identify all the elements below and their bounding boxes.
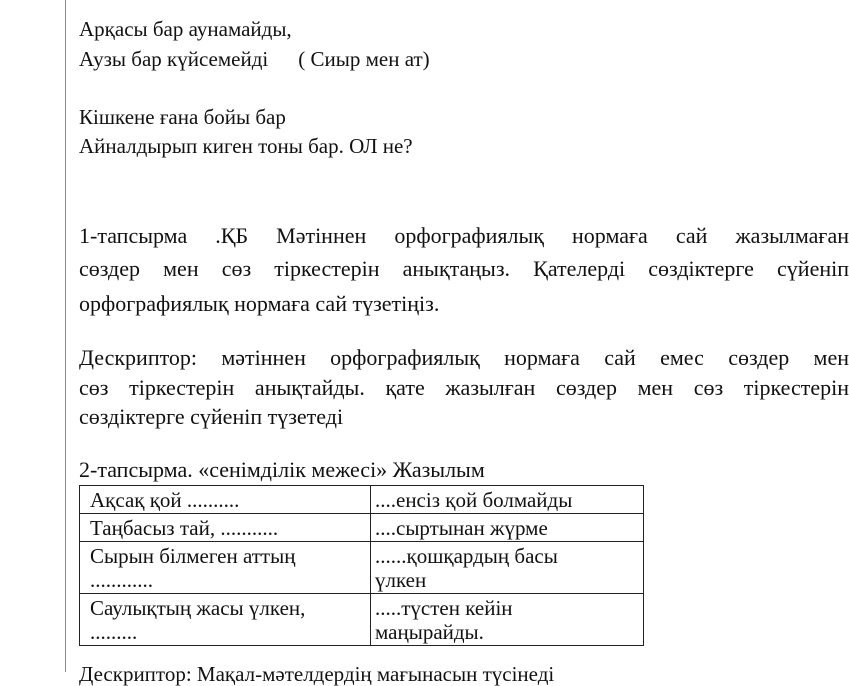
table-row [80, 514, 644, 542]
table-row [80, 594, 644, 646]
proverb-start-line-1: Таңбасыз тай, ........... [90, 516, 279, 540]
proverb-end-line-1: ....сыртынан жүрме [375, 516, 548, 540]
descriptor-1-line-1: Дескриптор: мәтіннен орфографиялық нормаға сай емес сөздер мен [79, 345, 849, 370]
proverb-start-line-2: ............ [90, 568, 153, 592]
table-row [80, 542, 644, 594]
riddle-1-answer: ( Сиыр мен ат) [298, 47, 430, 71]
proverb-start-cell [80, 486, 371, 514]
proverb-end-line-2: маңырайды. [375, 620, 484, 644]
proverb-start-cell [80, 542, 371, 594]
proverbs-table [79, 485, 644, 646]
riddle-2-line-2: Айналдырып киген тоны бар. ОЛ не? [79, 134, 413, 158]
proverb-end-line-2: үлкен [375, 568, 427, 592]
proverb-start-line-1: Ақсақ қой .......... [90, 488, 240, 512]
riddle-1-line-2-text: Аузы бар күйсемейді [79, 47, 269, 71]
proverb-end-cell [371, 486, 644, 514]
table-row [80, 486, 644, 514]
page-left-border [65, 0, 66, 672]
task-1-line-3: орфографиялық нормаға сай түзетіңіз. [79, 291, 440, 316]
descriptor-2-partial-line: Дескриптор: Мақал-мәтелдердің мағынасын түсінеді [79, 662, 555, 686]
proverb-start-line-1: Саулықтың жасы үлкен, [90, 596, 306, 620]
task-2-title: 2-тапсырма. «сенімділік межесі» Жазылым [79, 457, 485, 482]
riddle-2-line-1: Кішкене ғана бойы бар [79, 105, 286, 129]
proverb-end-cell [371, 594, 644, 646]
task-1-line-1: 1-тапсырма .ҚБ Мәтіннен орфографиялық нормаға сай жазылмаған [79, 223, 849, 248]
proverb-start-cell [80, 594, 371, 646]
proverb-start-cell [80, 514, 371, 542]
riddle-1-line-2 [79, 47, 430, 71]
proverb-end-line-1: ......қошқардың басы [375, 544, 558, 568]
proverb-end-cell [371, 514, 644, 542]
task-1-line-2: сөздер мен сөз тіркестерін анықтаңыз. Қателерді сөздіктерге сүйеніп [79, 256, 849, 281]
proverb-start-line-2: ......... [90, 620, 138, 644]
descriptor-1-line-2: сөз тіркестерін анықтайды. қате жазылған сөздер мен сөз тіркестерін [79, 375, 849, 400]
proverb-end-line-1: .....түстен кейін [375, 596, 513, 620]
descriptor-1-line-3: сөздіктерге сүйеніп түзетеді [79, 404, 344, 429]
riddle-1-line-1: Арқасы бар аунамайды, [79, 17, 292, 41]
proverb-end-line-1: ....енсіз қой болмайды [375, 488, 573, 512]
proverb-start-line-1: Сырын білмеген аттың [90, 544, 296, 568]
proverb-end-cell [371, 542, 644, 594]
